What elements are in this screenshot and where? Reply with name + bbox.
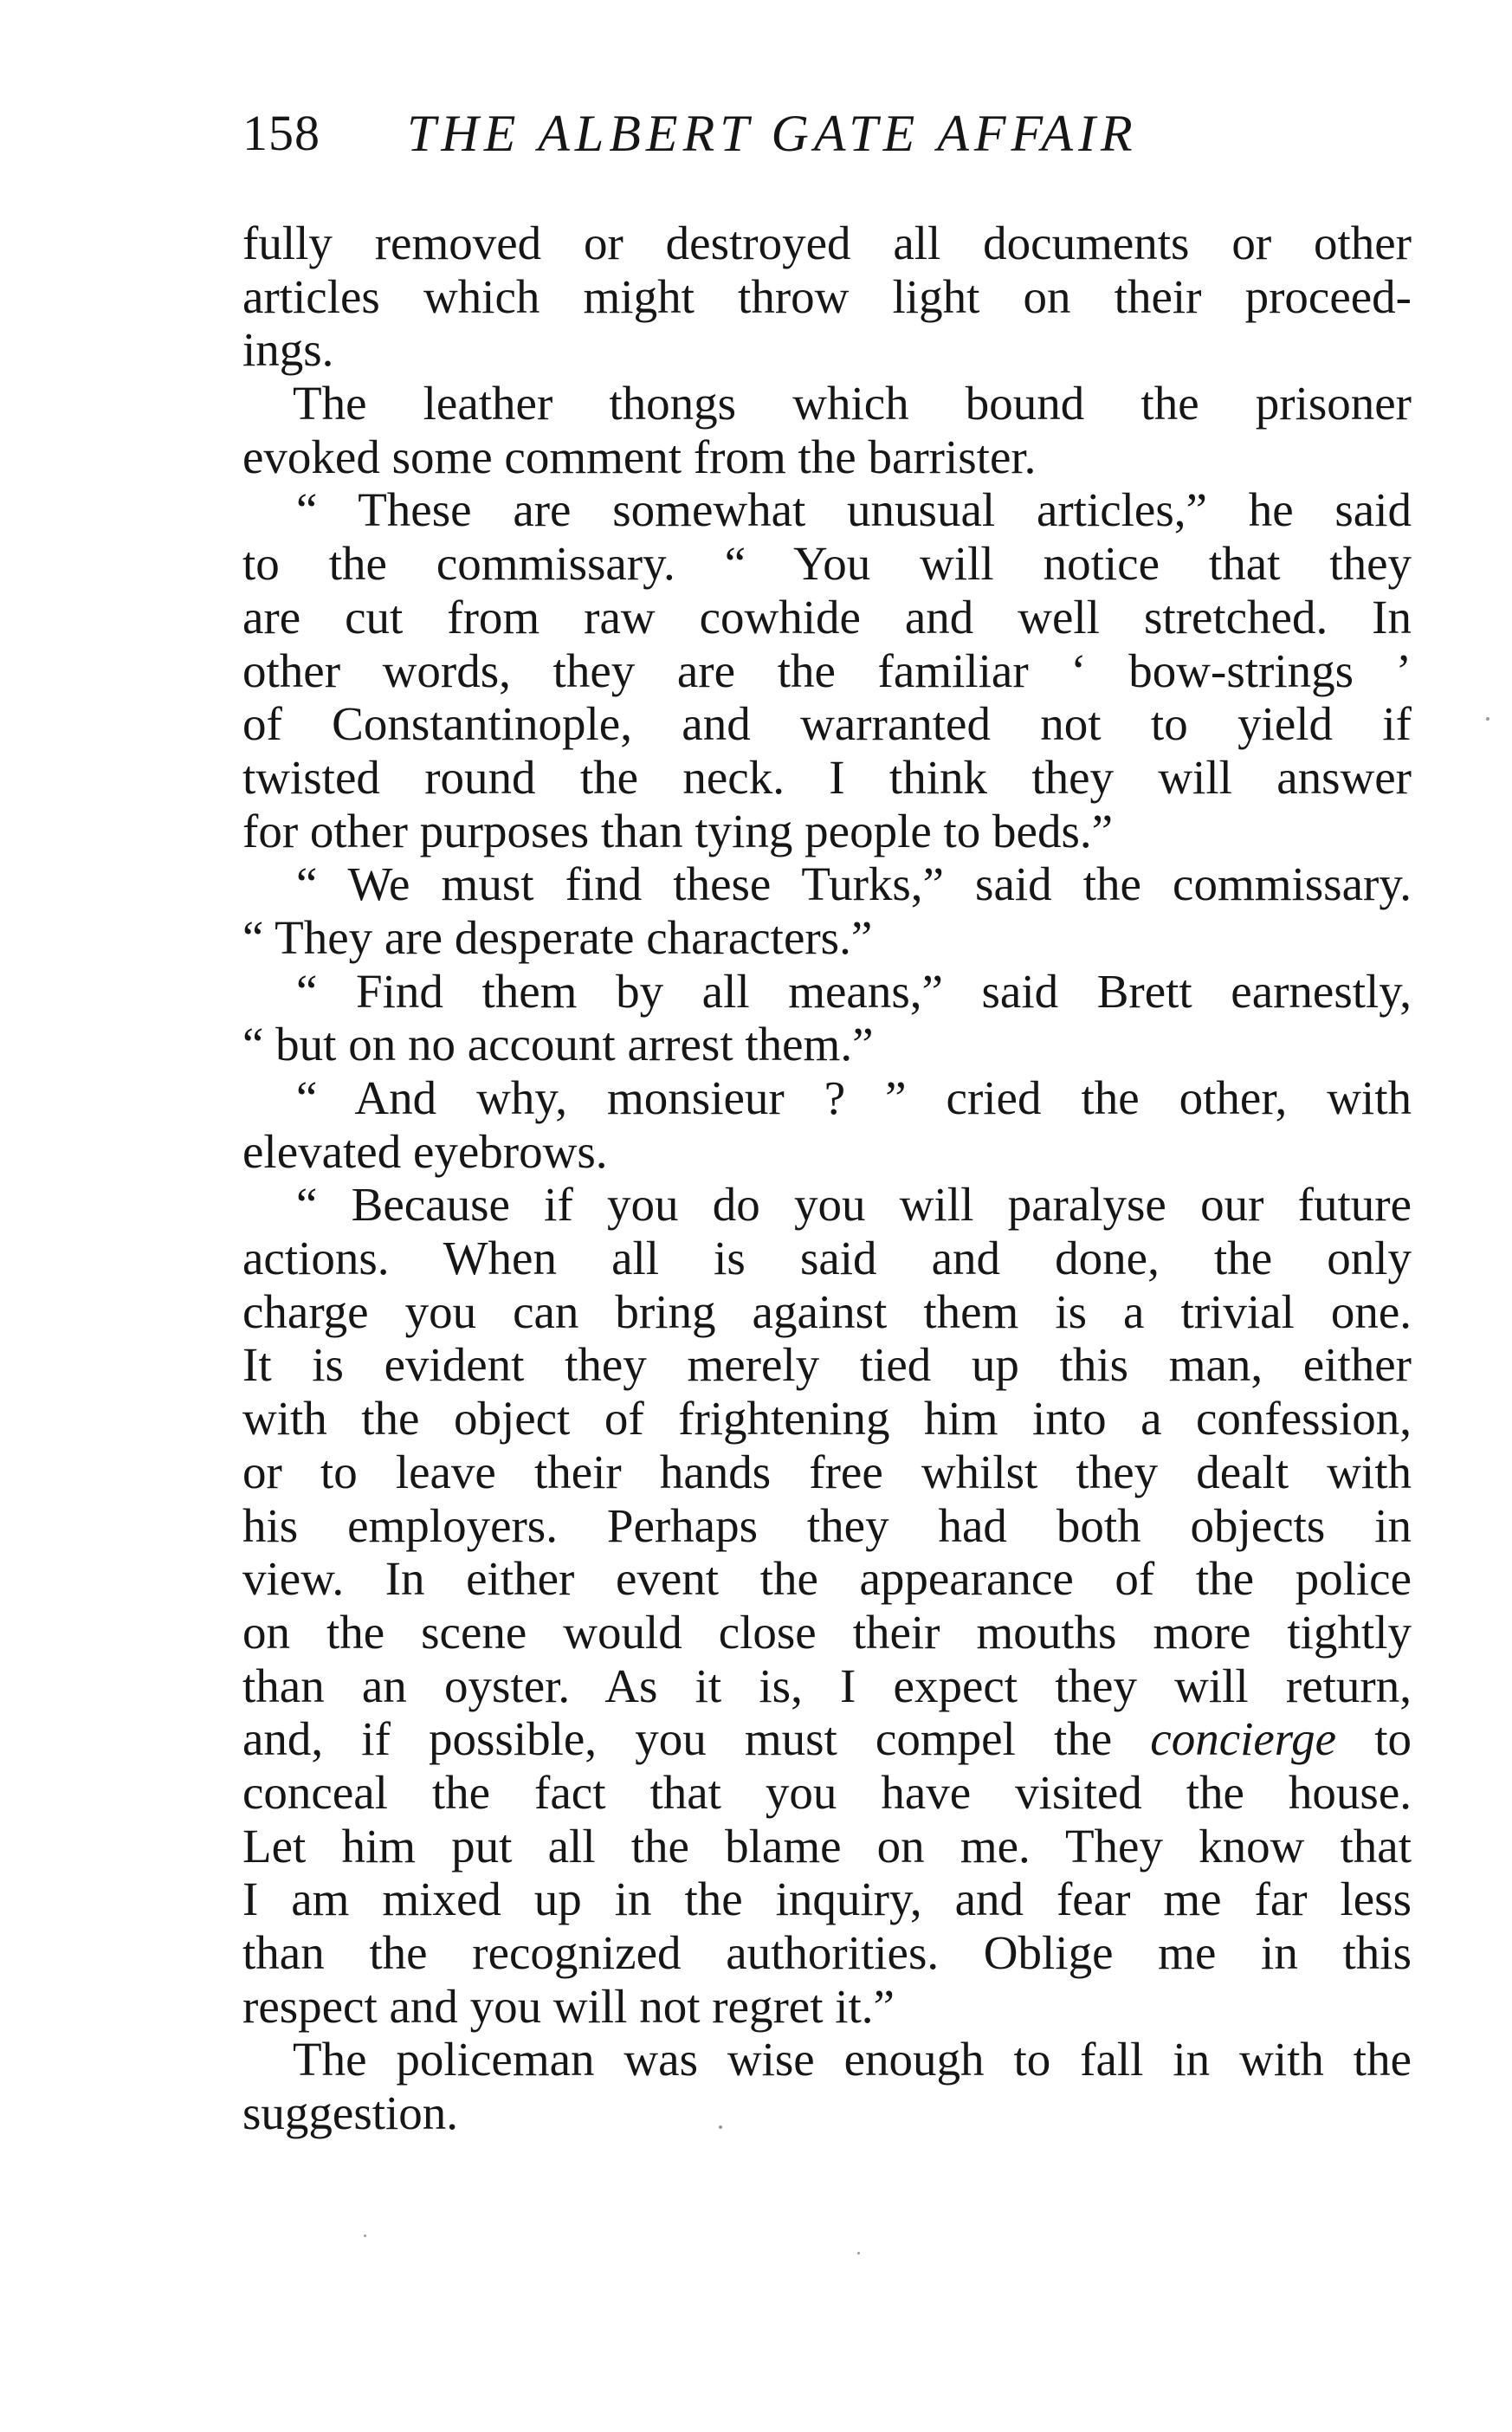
body-text	[242, 217, 1412, 2140]
paper-speck	[1486, 717, 1489, 721]
text-line: actions. When all is said and done, the only	[242, 1232, 1412, 1285]
text-line: It is evident they merely tied up this man, either	[242, 1338, 1412, 1392]
text-line: than an oyster. As it is, I expect they will return,	[242, 1659, 1412, 1712]
paper-speck	[364, 2235, 366, 2237]
text-line: Let him put all the blame on me. They know that	[242, 1819, 1412, 1873]
text-line: “ but on no account arrest them.”	[242, 1018, 874, 1071]
text-line: The leather thongs which bound the prisoner	[293, 377, 1412, 430]
text-line: his employers. Perhaps they had both objects in	[242, 1498, 1412, 1552]
text-line: articles which might throw light on their proceed-	[242, 269, 1412, 323]
text-line: with the object of frightening him into a confession,	[242, 1392, 1412, 1446]
text-line: “ They are desperate characters.”	[242, 910, 873, 964]
text-line: ings.	[242, 323, 334, 377]
text-segment: and, if possible, you must compel the	[242, 1712, 1113, 1766]
text-line: other words, they are the familiar ‘ bow-strings ’	[242, 644, 1412, 697]
text-line: evoked some comment from the barrister.	[242, 430, 1037, 483]
text-line: twisted round the neck. I think they will answer	[242, 750, 1412, 804]
text-line	[242, 1712, 1412, 1766]
running-title: THE ALBERT GATE AFFAIR	[407, 105, 1138, 162]
text-line: or to leave their hands free whilst they dealt with	[242, 1445, 1412, 1498]
text-line: suggestion.	[242, 2086, 459, 2140]
text-line: fully removed or destroyed all documents or other	[242, 217, 1412, 269]
text-line: charge you can bring against them is a trivial one.	[242, 1284, 1412, 1338]
text-line: respect and you will not regret it.”	[242, 1979, 895, 2033]
text-line: “ These are somewhat unusual articles,” he said	[296, 483, 1412, 537]
paper-speck	[857, 2252, 860, 2254]
running-head	[242, 104, 1412, 182]
text-line: “ We must find these Turks,” said the commissary.	[296, 857, 1412, 911]
text-line: to the commissary. “ You will notice that they	[242, 537, 1412, 591]
text-line: for other purposes than tying people to beds.”	[242, 804, 1114, 857]
italic-term: concierge	[1150, 1712, 1337, 1766]
text-line: on the scene would close their mouths more tightly	[242, 1605, 1412, 1659]
text-line: than the recognized authorities. Oblige me in this	[242, 1926, 1412, 1979]
text-line: of Constantinople, and warranted not to yield if	[242, 697, 1412, 751]
text-line: I am mixed up in the inquiry, and fear me far less	[242, 1873, 1412, 1926]
page-number: 158	[242, 105, 320, 161]
text-line: The policeman was wise enough to fall in with the	[293, 2033, 1412, 2086]
text-segment: to	[1374, 1712, 1412, 1766]
paper-speck	[719, 2125, 722, 2129]
text-line: “ Because if you do you will paralyse our future	[296, 1178, 1412, 1232]
text-line: “ Find them by all means,” said Brett earnestly,	[296, 964, 1412, 1018]
text-line: “ And why, monsieur ? ” cried the other, with	[296, 1071, 1412, 1124]
text-line: elevated eyebrows.	[242, 1124, 608, 1178]
text-line: conceal the fact that you have visited the house.	[242, 1765, 1412, 1819]
text-line: are cut from raw cowhide and well stretched. In	[242, 590, 1412, 644]
text-line: view. In either event the appearance of the police	[242, 1552, 1412, 1606]
